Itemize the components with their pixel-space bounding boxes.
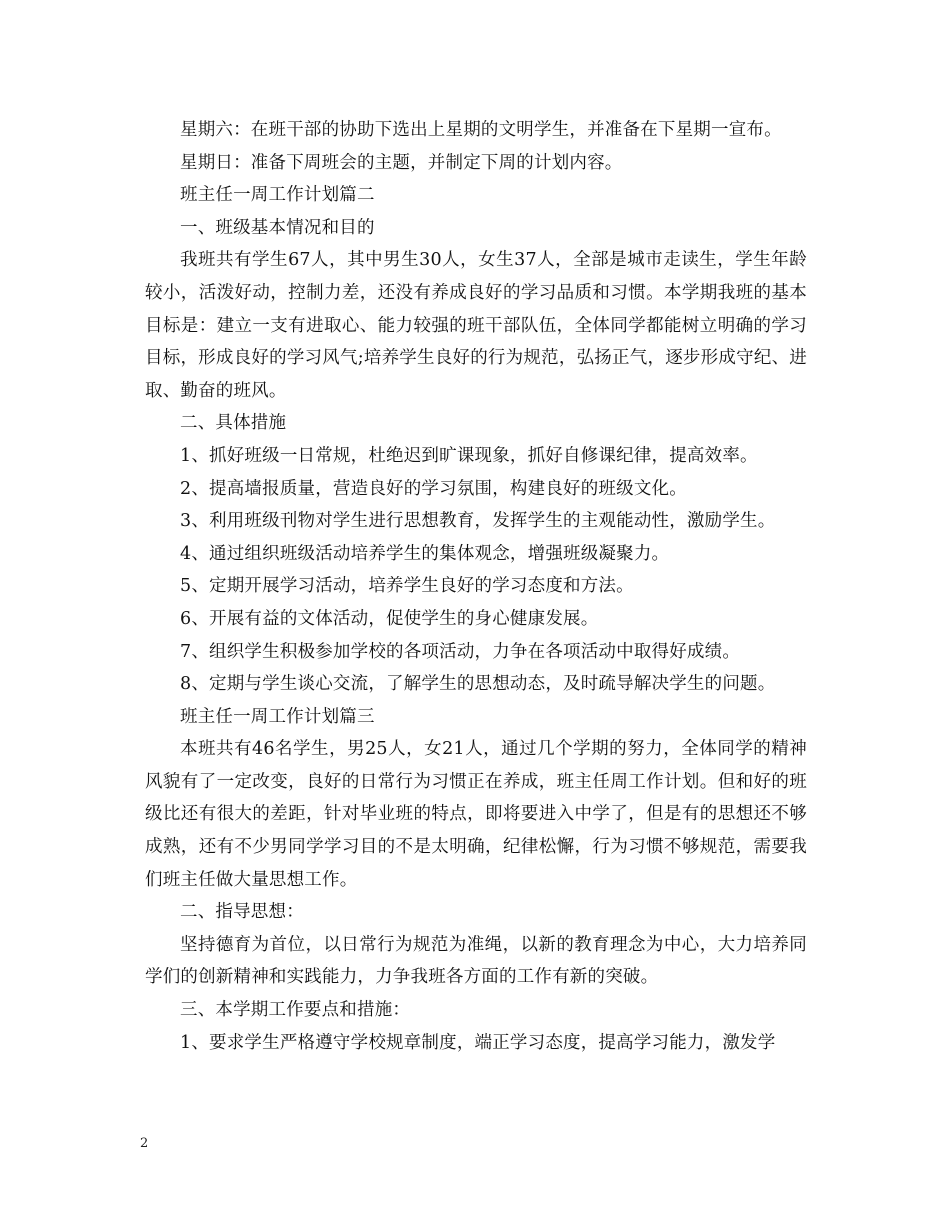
paragraph-saturday: 星期六：在班干部的协助下选出上星期的文明学生，并准备在下星期一宣布。 (180, 120, 782, 140)
list-item-measure-2: 2、提高墙报质量，营造良好的学习氛围，构建良好的班级文化。 (180, 478, 687, 499)
subheading-basic-situation: 一、班级基本情况和目的 (180, 217, 375, 238)
section-heading-plan-two: 班主任一周工作计划篇二 (180, 185, 375, 206)
paragraph-class-overview: 我班共有学生67人，其中男生30人，女生37人，全部是城市走读生，学生年龄较小，活泼好动，控制力差，还没有养成良好的学习品质和习惯。本学期我班的基本目标是：建立一支有进取心、能力较强的班干部队伍，全体同学都能树立明确的学习目标，形成良好的学习风气;培养学生良好的行为规范，弘扬正气，逐步形成守纪、进取、勤奋的班风。 (145, 250, 807, 401)
list-item-measure-4: 4、通过组织班级活动培养学生的集体观念，增强班级凝聚力。 (180, 543, 670, 564)
subheading-measures: 二、具体措施 (180, 413, 287, 434)
list-item-key-point-1: 1、要求学生严格遵守学校规章制度，端正学习态度，提高学习能力，激发学 (180, 1032, 776, 1053)
paragraph-class-status: 本班共有46名学生，男25人，女21人，通过几个学期的努力，全体同学的精神风貌有了一定改变，良好的日常行为习惯正在养成，班主任周工作计划。但和好的班级比还有很大的差距，针对毕业班的特点，即将要进入中学了，但是有的思想还不够成熟，还有不少男同学学习目的不是太明确，纪律松懈，行为习惯不够规范，需要我们班主任做大量思想工作。 (145, 739, 807, 890)
document-body (145, 114, 807, 1059)
list-item-measure-8: 8、定期与学生谈心交流，了解学生的思想动态，及时疏导解决学生的问题。 (180, 674, 776, 695)
paragraph-sunday: 星期日：准备下周班会的主题，并制定下周的计划内容。 (180, 152, 623, 173)
subheading-guiding-ideology: 二、指导思想： (180, 902, 304, 923)
paragraph-guiding-ideology: 坚持德育为首位，以日常行为规范为准绳，以新的教育理念为中心，大力培养同学们的创新精神和实践能力，力争我班各方面的工作有新的突破。 (145, 934, 807, 988)
page-number: 2 (140, 1136, 149, 1151)
section-heading-plan-three: 班主任一周工作计划篇三 (180, 706, 375, 727)
list-item-measure-6: 6、开展有益的文体活动，促使学生的身心健康发展。 (180, 608, 599, 629)
list-item-measure-5: 5、定期开展学习活动，培养学生良好的学习态度和方法。 (180, 576, 634, 597)
list-item-measure-7: 7、组织学生积极参加学校的各项活动，力争在各项活动中取得好成绩。 (180, 641, 741, 662)
list-item-measure-3: 3、利用班级刊物对学生进行思想教育，发挥学生的主观能动性，激励学生。 (180, 511, 776, 532)
list-item-measure-1: 1、抓好班级一日常规，杜绝迟到旷课现象，抓好自修课纪律，提高效率。 (180, 445, 758, 466)
subheading-key-points: 三、本学期工作要点和措施： (180, 1000, 411, 1021)
